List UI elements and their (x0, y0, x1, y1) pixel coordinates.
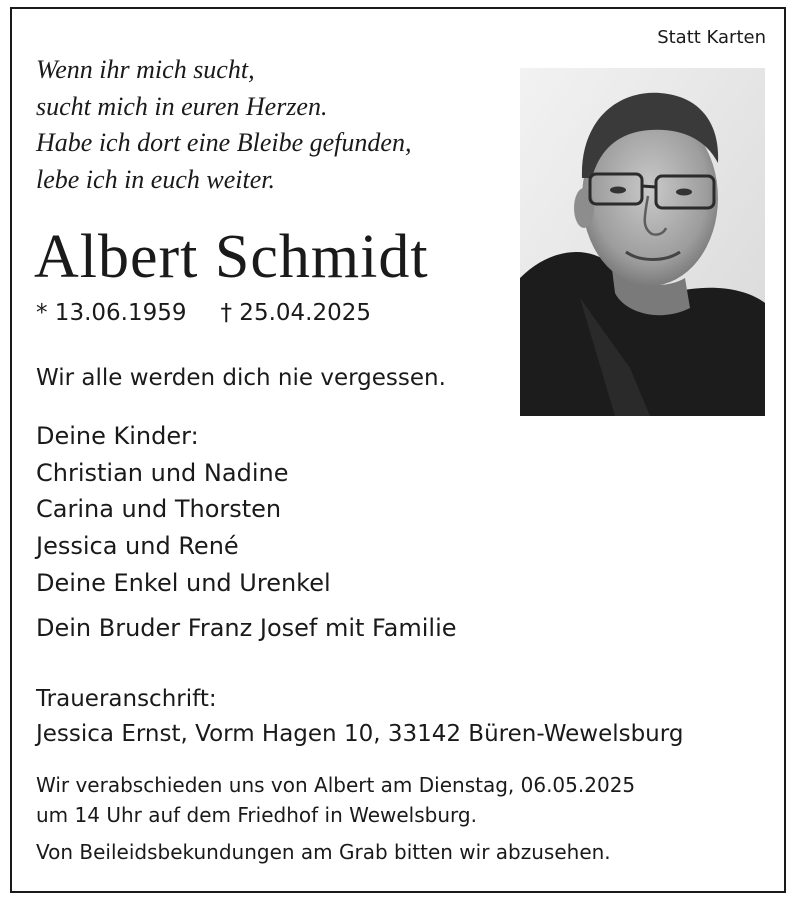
mourning-address-label: Traueranschrift: (36, 686, 217, 712)
ceremony-line: um 14 Uhr auf dem Friedhof in Wewelsburg. (36, 803, 477, 827)
family-list (36, 418, 288, 564)
mourning-address-value: Jessica Ernst, Vorm Hagen 10, 33142 Büren-Wewelsburg (36, 721, 684, 747)
statt-karten-label: Statt Karten (657, 27, 766, 48)
poem (36, 52, 411, 198)
poem-line: Habe ich dort eine Bleibe gefunden, (36, 128, 412, 157)
grandchildren: Deine Enkel und Urenkel (36, 569, 331, 597)
children-heading: Deine Kinder: (36, 422, 199, 450)
family-member: Jessica und René (36, 531, 239, 560)
mourning-address (36, 682, 683, 752)
family-member: Carina und Thorsten (36, 495, 282, 523)
poem-line: sucht mich in euren Herzen. (36, 91, 328, 121)
birth-date: * 13.06.1959 (36, 300, 187, 326)
family-member: Christian und Nadine (36, 458, 289, 487)
deceased-name: Albert Schmidt (34, 223, 429, 291)
death-date: † 25.04.2025 (220, 300, 371, 326)
poem-line: Wenn ihr mich sucht, (36, 55, 255, 84)
portrait-illustration (520, 68, 765, 416)
motto: Wir alle werden dich nie vergessen. (36, 365, 446, 391)
condolence-note: Von Beileidsbekundungen am Grab bitten wir abzusehen. (36, 840, 611, 864)
ceremony-line: Wir verabschieden uns von Albert am Dienstag, 06.05.2025 (36, 773, 636, 797)
portrait-photo (520, 68, 765, 416)
poem-line: lebe ich in euch weiter. (36, 164, 275, 194)
brother: Dein Bruder Franz Josef mit Familie (36, 614, 457, 642)
ceremony-info (36, 770, 635, 830)
life-dates (36, 300, 371, 326)
